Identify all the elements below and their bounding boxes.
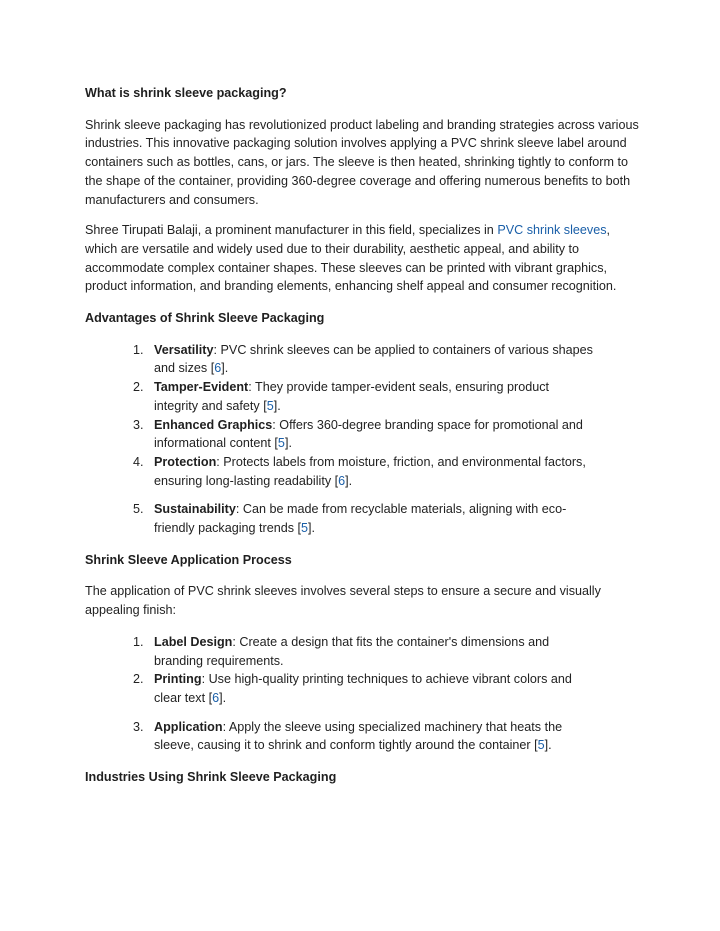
list-item: 3. Application: Apply the sleeve using specialized machinery that heats the sleeve, causing it to shrink and conform tightly around the container [5]. bbox=[133, 719, 563, 753]
list-term: Label Design bbox=[154, 634, 233, 649]
citation-link[interactable]: 5 bbox=[537, 738, 545, 753]
list-end: . bbox=[288, 436, 292, 451]
list-item: 3. Enhanced Graphics: Offers 360-degree branding space for promotional and informational content [5]. bbox=[133, 417, 583, 451]
list-item: 5. Sustainability: Can be made from recyclable materials, aligning with eco-friendly packaging trends [5]. bbox=[133, 502, 567, 536]
advantages-heading: Advantages of Shrink Sleeve Packaging bbox=[85, 311, 325, 326]
industries-heading: Industries Using Shrink Sleeve Packaging bbox=[85, 770, 337, 785]
advantages-list bbox=[85, 341, 645, 538]
list-text: : Protects labels from moisture, friction, and environmental factors, ensuring long-lasting readability bbox=[154, 454, 586, 488]
list-term: Tamper-Evident bbox=[154, 380, 249, 395]
list-item bbox=[85, 633, 594, 670]
list-term: Sustainability bbox=[154, 502, 236, 517]
list-term: Enhanced Graphics bbox=[154, 417, 273, 432]
pvc-shrink-sleeves-link[interactable]: PVC shrink sleeves bbox=[497, 223, 607, 238]
list-number: 1. bbox=[133, 342, 144, 357]
list-text: : Offers 360-degree branding space for promotional and informational content bbox=[154, 417, 583, 451]
process-intro: The application of PVC shrink sleeves involves several steps to ensure a secure and visually appealing finish: bbox=[85, 584, 601, 618]
list-number: 3. bbox=[133, 719, 144, 734]
list-term: Versatility bbox=[154, 342, 214, 357]
intro-paragraph-1: Shrink sleeve packaging has revolutionized product labeling and branding strategies across various industries. This innovative packaging solution involves applying a PVC shrink sleeve label around containers such as bottles, cans, or jars. The sleeve is then heated, shrinking tightly to conform to the shape of the container, providing 360-degree coverage and offering numerous benefits to both manufacturers and consumers. bbox=[85, 117, 639, 207]
intro-paragraph-2 bbox=[85, 221, 645, 296]
list-text: : They provide tamper-evident seals, ensuring product integrity and safety bbox=[154, 380, 550, 413]
process-heading: Shrink Sleeve Application Process bbox=[85, 552, 292, 567]
list-term: Printing bbox=[154, 672, 202, 687]
citation-link[interactable]: 6 bbox=[212, 690, 220, 705]
process-list bbox=[85, 633, 645, 755]
document-page bbox=[85, 84, 645, 787]
citation-link[interactable]: 6 bbox=[214, 361, 222, 376]
list-text: : PVC shrink sleeves can be applied to containers of various shapes and sizes bbox=[154, 342, 593, 376]
citation-link[interactable]: 5 bbox=[277, 436, 285, 451]
list-item: 2. Printing: Use high-quality printing techniques to achieve vibrant colors and clear text [6]. bbox=[133, 672, 572, 705]
list-text: : Use high-quality printing techniques to achieve vibrant colors and clear text bbox=[154, 672, 572, 705]
citation-link[interactable]: 5 bbox=[266, 398, 274, 413]
list-end: . bbox=[222, 690, 227, 705]
list-end: . bbox=[311, 521, 316, 536]
list-number: 3. bbox=[133, 417, 144, 432]
citation-link[interactable]: 6 bbox=[338, 473, 346, 488]
list-term: Application bbox=[154, 719, 223, 734]
list-text: : Create a design that fits the container's dimensions and branding requirements. bbox=[154, 634, 550, 668]
intro-p2-before: Shree Tirupati Balaji, a prominent manufacturer in this field, specializes in bbox=[85, 223, 498, 238]
list-item: 2. Tamper-Evident: They provide tamper-evident seals, ensuring product integrity and safety [5]. bbox=[133, 380, 550, 413]
list-number: 4. bbox=[133, 454, 144, 469]
list-number: 5. bbox=[133, 502, 144, 517]
list-number: 2. bbox=[133, 672, 144, 687]
list-term: Protection bbox=[154, 454, 217, 469]
citation-link[interactable]: 5 bbox=[301, 521, 309, 536]
list-text: : Apply the sleeve using specialized machinery that heats the sleeve, causing it to shrink and conform tightly around the container bbox=[154, 719, 563, 753]
list-number: 2. bbox=[133, 380, 144, 395]
list-number: 1. bbox=[133, 634, 144, 649]
list-end: . bbox=[277, 398, 281, 413]
list-text: : Can be made from recyclable materials, aligning with eco-friendly packaging trends bbox=[154, 502, 567, 536]
intro-heading: What is shrink sleeve packaging? bbox=[85, 86, 287, 100]
list-end: . bbox=[224, 361, 229, 376]
list-end: . bbox=[548, 738, 552, 753]
list-item: 1. Versatility: PVC shrink sleeves can be applied to containers of various shapes and sizes [6]. bbox=[133, 342, 593, 376]
intro-p2-after: , which are versatile and widely used due to their durability, aesthetic appeal, and ability to accommodate complex container shapes. These sleeves can be printed with vibrant graphics, product information, and branding elements, enhancing shelf appeal and consumer recognition. bbox=[85, 223, 617, 294]
list-end: . bbox=[348, 473, 353, 488]
list-item: 4. Protection: Protects labels from moisture, friction, and environmental factors, ensuring long-lasting readability [6]. bbox=[133, 454, 586, 488]
